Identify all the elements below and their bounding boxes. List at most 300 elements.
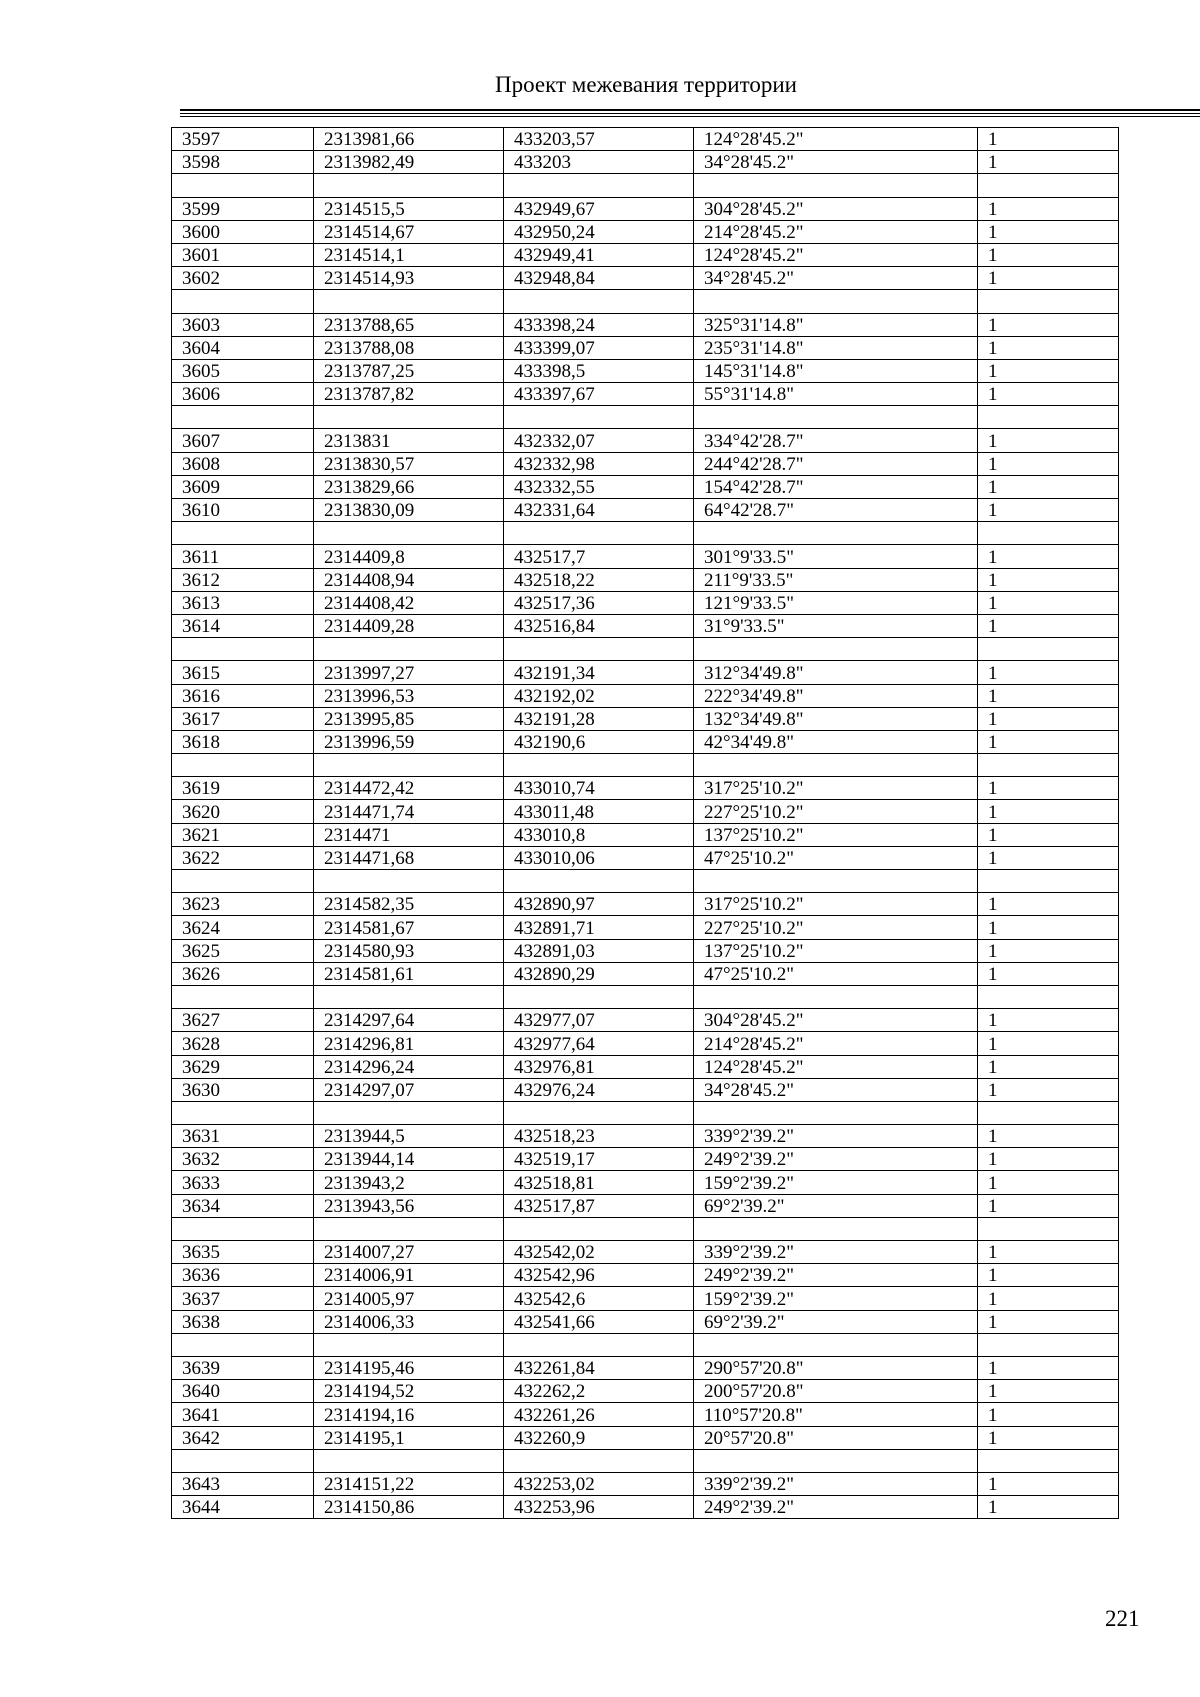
bearing-cell: 244°42'28.7"	[694, 452, 978, 475]
y-coordinate-cell: 432516,84	[504, 614, 694, 637]
distance-cell: 1	[978, 1287, 1119, 1310]
bearing-cell	[694, 870, 978, 893]
distance-cell: 1	[978, 151, 1119, 174]
bearing-cell	[694, 1101, 978, 1124]
y-coordinate-cell: 433010,06	[504, 846, 694, 869]
x-coordinate-cell: 2314150,86	[314, 1496, 504, 1519]
bearing-cell	[694, 290, 978, 313]
distance-cell	[978, 1449, 1119, 1472]
bearing-cell: 47°25'10.2"	[694, 846, 978, 869]
distance-cell	[978, 406, 1119, 429]
x-coordinate-cell: 2313944,14	[314, 1148, 504, 1171]
point-number-cell	[172, 754, 314, 777]
table-row	[172, 1241, 1119, 1264]
table-row	[172, 499, 1119, 522]
table-row	[172, 1472, 1119, 1495]
distance-cell: 1	[978, 707, 1119, 730]
bearing-cell	[694, 1217, 978, 1240]
x-coordinate-cell: 2314195,46	[314, 1356, 504, 1379]
distance-cell: 1	[978, 614, 1119, 637]
bearing-cell: 55°31'14.8"	[694, 383, 978, 406]
page-header-title: Проект межевания территории	[495, 72, 797, 97]
table-row	[172, 707, 1119, 730]
distance-cell: 1	[978, 452, 1119, 475]
header-rule	[180, 109, 1200, 117]
y-coordinate-cell: 432891,71	[504, 916, 694, 939]
table-separator-row	[172, 870, 1119, 893]
table-row	[172, 197, 1119, 220]
table-separator-row	[172, 1333, 1119, 1356]
bearing-cell: 339°2'39.2"	[694, 1241, 978, 1264]
bearing-cell: 211°9'33.5"	[694, 568, 978, 591]
point-number-cell: 3635	[172, 1241, 314, 1264]
x-coordinate-cell	[314, 290, 504, 313]
bearing-cell	[694, 1333, 978, 1356]
x-coordinate-cell: 2313830,09	[314, 499, 504, 522]
point-number-cell: 3601	[172, 243, 314, 266]
x-coordinate-cell: 2314514,67	[314, 220, 504, 243]
y-coordinate-cell: 433398,5	[504, 359, 694, 382]
point-number-cell	[172, 406, 314, 429]
bearing-cell: 159°2'39.2"	[694, 1171, 978, 1194]
distance-cell: 1	[978, 1310, 1119, 1333]
x-coordinate-cell: 2314514,1	[314, 243, 504, 266]
bearing-cell: 317°25'10.2"	[694, 893, 978, 916]
bearing-cell: 249°2'39.2"	[694, 1496, 978, 1519]
table-row	[172, 151, 1119, 174]
y-coordinate-cell: 432891,03	[504, 939, 694, 962]
x-coordinate-cell: 2314514,93	[314, 267, 504, 290]
point-number-cell: 3627	[172, 1009, 314, 1032]
table-row	[172, 1032, 1119, 1055]
point-number-cell: 3628	[172, 1032, 314, 1055]
table-row	[172, 916, 1119, 939]
table-row	[172, 243, 1119, 266]
bearing-cell: 124°28'45.2"	[694, 128, 978, 151]
table-row	[172, 313, 1119, 336]
distance-cell: 1	[978, 429, 1119, 452]
y-coordinate-cell: 432517,7	[504, 545, 694, 568]
bearing-cell: 249°2'39.2"	[694, 1264, 978, 1287]
x-coordinate-cell: 2314580,93	[314, 939, 504, 962]
bearing-cell: 334°42'28.7"	[694, 429, 978, 452]
x-coordinate-cell: 2314195,1	[314, 1426, 504, 1449]
table-row	[172, 1310, 1119, 1333]
distance-cell	[978, 290, 1119, 313]
distance-cell: 1	[978, 545, 1119, 568]
y-coordinate-cell: 432262,2	[504, 1380, 694, 1403]
table-separator-row	[172, 985, 1119, 1008]
point-number-cell: 3612	[172, 568, 314, 591]
point-number-cell: 3625	[172, 939, 314, 962]
point-number-cell: 3622	[172, 846, 314, 869]
point-number-cell	[172, 174, 314, 197]
distance-cell: 1	[978, 1009, 1119, 1032]
point-number-cell: 3616	[172, 684, 314, 707]
point-number-cell: 3639	[172, 1356, 314, 1379]
bearing-cell	[694, 406, 978, 429]
distance-cell	[978, 754, 1119, 777]
x-coordinate-cell: 2313787,25	[314, 359, 504, 382]
bearing-cell: 214°28'45.2"	[694, 220, 978, 243]
y-coordinate-cell: 432517,87	[504, 1194, 694, 1217]
table-row	[172, 452, 1119, 475]
point-number-cell	[172, 870, 314, 893]
coordinates-table-body	[172, 128, 1119, 1519]
distance-cell: 1	[978, 267, 1119, 290]
point-number-cell: 3620	[172, 800, 314, 823]
y-coordinate-cell: 432332,55	[504, 475, 694, 498]
x-coordinate-cell: 2314297,64	[314, 1009, 504, 1032]
y-coordinate-cell	[504, 406, 694, 429]
point-number-cell: 3621	[172, 823, 314, 846]
point-number-cell: 3611	[172, 545, 314, 568]
y-coordinate-cell: 432542,96	[504, 1264, 694, 1287]
y-coordinate-cell	[504, 1449, 694, 1472]
point-number-cell: 3609	[172, 475, 314, 498]
table-row	[172, 962, 1119, 985]
x-coordinate-cell: 2314471	[314, 823, 504, 846]
distance-cell: 1	[978, 383, 1119, 406]
table-row	[172, 893, 1119, 916]
y-coordinate-cell: 433397,67	[504, 383, 694, 406]
point-number-cell: 3638	[172, 1310, 314, 1333]
distance-cell: 1	[978, 220, 1119, 243]
distance-cell: 1	[978, 336, 1119, 359]
point-number-cell: 3597	[172, 128, 314, 151]
distance-cell: 1	[978, 1125, 1119, 1148]
x-coordinate-cell: 2313829,66	[314, 475, 504, 498]
point-number-cell: 3626	[172, 962, 314, 985]
y-coordinate-cell: 432977,64	[504, 1032, 694, 1055]
distance-cell: 1	[978, 939, 1119, 962]
point-number-cell: 3624	[172, 916, 314, 939]
bearing-cell: 132°34'49.8"	[694, 707, 978, 730]
table-separator-row	[172, 638, 1119, 661]
bearing-cell: 325°31'14.8"	[694, 313, 978, 336]
table-row	[172, 128, 1119, 151]
x-coordinate-cell: 2313995,85	[314, 707, 504, 730]
x-coordinate-cell: 2314194,16	[314, 1403, 504, 1426]
x-coordinate-cell: 2314007,27	[314, 1241, 504, 1264]
y-coordinate-cell: 432332,07	[504, 429, 694, 452]
point-number-cell	[172, 1217, 314, 1240]
bearing-cell: 124°28'45.2"	[694, 1055, 978, 1078]
x-coordinate-cell: 2313981,66	[314, 128, 504, 151]
table-row	[172, 267, 1119, 290]
distance-cell: 1	[978, 893, 1119, 916]
bearing-cell: 214°28'45.2"	[694, 1032, 978, 1055]
point-number-cell: 3614	[172, 614, 314, 637]
table-row	[172, 1356, 1119, 1379]
point-number-cell: 3604	[172, 336, 314, 359]
bearing-cell	[694, 754, 978, 777]
distance-cell: 1	[978, 684, 1119, 707]
x-coordinate-cell: 2314296,81	[314, 1032, 504, 1055]
y-coordinate-cell: 432192,02	[504, 684, 694, 707]
point-number-cell: 3633	[172, 1171, 314, 1194]
point-number-cell: 3630	[172, 1078, 314, 1101]
distance-cell: 1	[978, 1264, 1119, 1287]
x-coordinate-cell	[314, 1217, 504, 1240]
distance-cell: 1	[978, 777, 1119, 800]
y-coordinate-cell	[504, 638, 694, 661]
table-row	[172, 429, 1119, 452]
distance-cell: 1	[978, 916, 1119, 939]
point-number-cell: 3617	[172, 707, 314, 730]
y-coordinate-cell: 432950,24	[504, 220, 694, 243]
y-coordinate-cell: 432949,67	[504, 197, 694, 220]
distance-cell: 1	[978, 1496, 1119, 1519]
table-row	[172, 1426, 1119, 1449]
point-number-cell: 3602	[172, 267, 314, 290]
distance-cell: 1	[978, 1356, 1119, 1379]
table-row	[172, 1125, 1119, 1148]
point-number-cell: 3629	[172, 1055, 314, 1078]
table-row	[172, 1287, 1119, 1310]
bearing-cell	[694, 1449, 978, 1472]
y-coordinate-cell: 432890,29	[504, 962, 694, 985]
table-row	[172, 823, 1119, 846]
distance-cell	[978, 870, 1119, 893]
point-number-cell: 3637	[172, 1287, 314, 1310]
x-coordinate-cell: 2313996,53	[314, 684, 504, 707]
bearing-cell: 154°42'28.7"	[694, 475, 978, 498]
table-row	[172, 545, 1119, 568]
x-coordinate-cell: 2314471,68	[314, 846, 504, 869]
y-coordinate-cell: 432948,84	[504, 267, 694, 290]
bearing-cell: 312°34'49.8"	[694, 661, 978, 684]
y-coordinate-cell	[504, 1333, 694, 1356]
y-coordinate-cell: 432331,64	[504, 499, 694, 522]
table-row	[172, 1403, 1119, 1426]
bearing-cell: 20°57'20.8"	[694, 1426, 978, 1449]
point-number-cell: 3636	[172, 1264, 314, 1287]
x-coordinate-cell: 2314515,5	[314, 197, 504, 220]
x-coordinate-cell: 2313831	[314, 429, 504, 452]
x-coordinate-cell: 2314296,24	[314, 1055, 504, 1078]
table-row	[172, 730, 1119, 753]
x-coordinate-cell: 2314005,97	[314, 1287, 504, 1310]
point-number-cell: 3599	[172, 197, 314, 220]
x-coordinate-cell: 2314471,74	[314, 800, 504, 823]
y-coordinate-cell: 432976,24	[504, 1078, 694, 1101]
bearing-cell: 47°25'10.2"	[694, 962, 978, 985]
y-coordinate-cell	[504, 870, 694, 893]
bearing-cell: 249°2'39.2"	[694, 1148, 978, 1171]
distance-cell: 1	[978, 962, 1119, 985]
x-coordinate-cell	[314, 522, 504, 545]
bearing-cell: 145°31'14.8"	[694, 359, 978, 382]
y-coordinate-cell: 432976,81	[504, 1055, 694, 1078]
point-number-cell	[172, 522, 314, 545]
distance-cell: 1	[978, 1171, 1119, 1194]
x-coordinate-cell	[314, 1101, 504, 1124]
table-row	[172, 777, 1119, 800]
y-coordinate-cell: 432191,28	[504, 707, 694, 730]
table-row	[172, 684, 1119, 707]
table-row	[172, 1380, 1119, 1403]
y-coordinate-cell: 433010,74	[504, 777, 694, 800]
y-coordinate-cell: 433203,57	[504, 128, 694, 151]
y-coordinate-cell: 432519,17	[504, 1148, 694, 1171]
point-number-cell: 3600	[172, 220, 314, 243]
bearing-cell: 42°34'49.8"	[694, 730, 978, 753]
table-separator-row	[172, 406, 1119, 429]
distance-cell: 1	[978, 800, 1119, 823]
point-number-cell: 3640	[172, 1380, 314, 1403]
distance-cell: 1	[978, 1148, 1119, 1171]
point-number-cell: 3641	[172, 1403, 314, 1426]
distance-cell: 1	[978, 1426, 1119, 1449]
distance-cell: 1	[978, 1078, 1119, 1101]
x-coordinate-cell	[314, 406, 504, 429]
x-coordinate-cell: 2314006,33	[314, 1310, 504, 1333]
distance-cell: 1	[978, 1194, 1119, 1217]
bearing-cell: 69°2'39.2"	[694, 1310, 978, 1333]
y-coordinate-cell: 432332,98	[504, 452, 694, 475]
bearing-cell: 290°57'20.8"	[694, 1356, 978, 1379]
bearing-cell: 304°28'45.2"	[694, 1009, 978, 1032]
bearing-cell: 301°9'33.5"	[694, 545, 978, 568]
bearing-cell: 137°25'10.2"	[694, 823, 978, 846]
y-coordinate-cell: 432261,84	[504, 1356, 694, 1379]
bearing-cell: 200°57'20.8"	[694, 1380, 978, 1403]
bearing-cell: 34°28'45.2"	[694, 1078, 978, 1101]
table-row	[172, 336, 1119, 359]
table-separator-row	[172, 754, 1119, 777]
y-coordinate-cell: 432949,41	[504, 243, 694, 266]
distance-cell: 1	[978, 846, 1119, 869]
x-coordinate-cell: 2313996,59	[314, 730, 504, 753]
bearing-cell	[694, 174, 978, 197]
x-coordinate-cell: 2314582,35	[314, 893, 504, 916]
distance-cell	[978, 1101, 1119, 1124]
distance-cell: 1	[978, 1032, 1119, 1055]
y-coordinate-cell: 433203	[504, 151, 694, 174]
point-number-cell: 3618	[172, 730, 314, 753]
table-row	[172, 614, 1119, 637]
point-number-cell: 3615	[172, 661, 314, 684]
table-row	[172, 1194, 1119, 1217]
bearing-cell	[694, 985, 978, 1008]
y-coordinate-cell	[504, 522, 694, 545]
distance-cell: 1	[978, 1055, 1119, 1078]
point-number-cell: 3606	[172, 383, 314, 406]
bearing-cell: 137°25'10.2"	[694, 939, 978, 962]
y-coordinate-cell: 432253,96	[504, 1496, 694, 1519]
y-coordinate-cell: 433398,24	[504, 313, 694, 336]
y-coordinate-cell: 433011,48	[504, 800, 694, 823]
y-coordinate-cell	[504, 1217, 694, 1240]
point-number-cell: 3642	[172, 1426, 314, 1449]
distance-cell: 1	[978, 730, 1119, 753]
x-coordinate-cell: 2313787,82	[314, 383, 504, 406]
x-coordinate-cell: 2314297,07	[314, 1078, 504, 1101]
x-coordinate-cell: 2314408,94	[314, 568, 504, 591]
x-coordinate-cell: 2313830,57	[314, 452, 504, 475]
distance-cell: 1	[978, 313, 1119, 336]
y-coordinate-cell: 432518,81	[504, 1171, 694, 1194]
table-row	[172, 1264, 1119, 1287]
point-number-cell: 3643	[172, 1472, 314, 1495]
point-number-cell: 3608	[172, 452, 314, 475]
table-separator-row	[172, 1449, 1119, 1472]
x-coordinate-cell: 2314581,61	[314, 962, 504, 985]
bearing-cell: 159°2'39.2"	[694, 1287, 978, 1310]
y-coordinate-cell	[504, 985, 694, 1008]
x-coordinate-cell	[314, 638, 504, 661]
distance-cell: 1	[978, 591, 1119, 614]
bearing-cell: 64°42'28.7"	[694, 499, 978, 522]
bearing-cell: 339°2'39.2"	[694, 1472, 978, 1495]
bearing-cell: 121°9'33.5"	[694, 591, 978, 614]
x-coordinate-cell	[314, 1333, 504, 1356]
table-separator-row	[172, 522, 1119, 545]
x-coordinate-cell	[314, 754, 504, 777]
distance-cell	[978, 174, 1119, 197]
table-row	[172, 568, 1119, 591]
point-number-cell: 3631	[172, 1125, 314, 1148]
x-coordinate-cell	[314, 1449, 504, 1472]
distance-cell: 1	[978, 475, 1119, 498]
table-row	[172, 661, 1119, 684]
y-coordinate-cell: 432542,6	[504, 1287, 694, 1310]
bearing-cell: 69°2'39.2"	[694, 1194, 978, 1217]
x-coordinate-cell	[314, 870, 504, 893]
table-separator-row	[172, 1217, 1119, 1240]
x-coordinate-cell	[314, 174, 504, 197]
table-separator-row	[172, 290, 1119, 313]
bearing-cell: 34°28'45.2"	[694, 267, 978, 290]
distance-cell: 1	[978, 197, 1119, 220]
table-row	[172, 846, 1119, 869]
bearing-cell: 227°25'10.2"	[694, 916, 978, 939]
y-coordinate-cell: 432260,9	[504, 1426, 694, 1449]
y-coordinate-cell: 432261,26	[504, 1403, 694, 1426]
distance-cell	[978, 522, 1119, 545]
x-coordinate-cell: 2313944,5	[314, 1125, 504, 1148]
x-coordinate-cell: 2313943,56	[314, 1194, 504, 1217]
table-row	[172, 1078, 1119, 1101]
distance-cell: 1	[978, 661, 1119, 684]
y-coordinate-cell	[504, 1101, 694, 1124]
point-number-cell	[172, 1449, 314, 1472]
bearing-cell: 124°28'45.2"	[694, 243, 978, 266]
y-coordinate-cell	[504, 174, 694, 197]
point-number-cell: 3598	[172, 151, 314, 174]
y-coordinate-cell: 432253,02	[504, 1472, 694, 1495]
y-coordinate-cell: 432190,6	[504, 730, 694, 753]
point-number-cell	[172, 638, 314, 661]
distance-cell: 1	[978, 243, 1119, 266]
distance-cell: 1	[978, 1380, 1119, 1403]
x-coordinate-cell: 2314472,42	[314, 777, 504, 800]
y-coordinate-cell	[504, 754, 694, 777]
distance-cell: 1	[978, 359, 1119, 382]
table-separator-row	[172, 174, 1119, 197]
bearing-cell: 31°9'33.5"	[694, 614, 978, 637]
x-coordinate-cell: 2314409,8	[314, 545, 504, 568]
point-number-cell: 3634	[172, 1194, 314, 1217]
bearing-cell: 317°25'10.2"	[694, 777, 978, 800]
point-number-cell	[172, 1333, 314, 1356]
distance-cell: 1	[978, 128, 1119, 151]
x-coordinate-cell: 2314581,67	[314, 916, 504, 939]
bearing-cell: 304°28'45.2"	[694, 197, 978, 220]
table-row	[172, 359, 1119, 382]
bearing-cell	[694, 522, 978, 545]
